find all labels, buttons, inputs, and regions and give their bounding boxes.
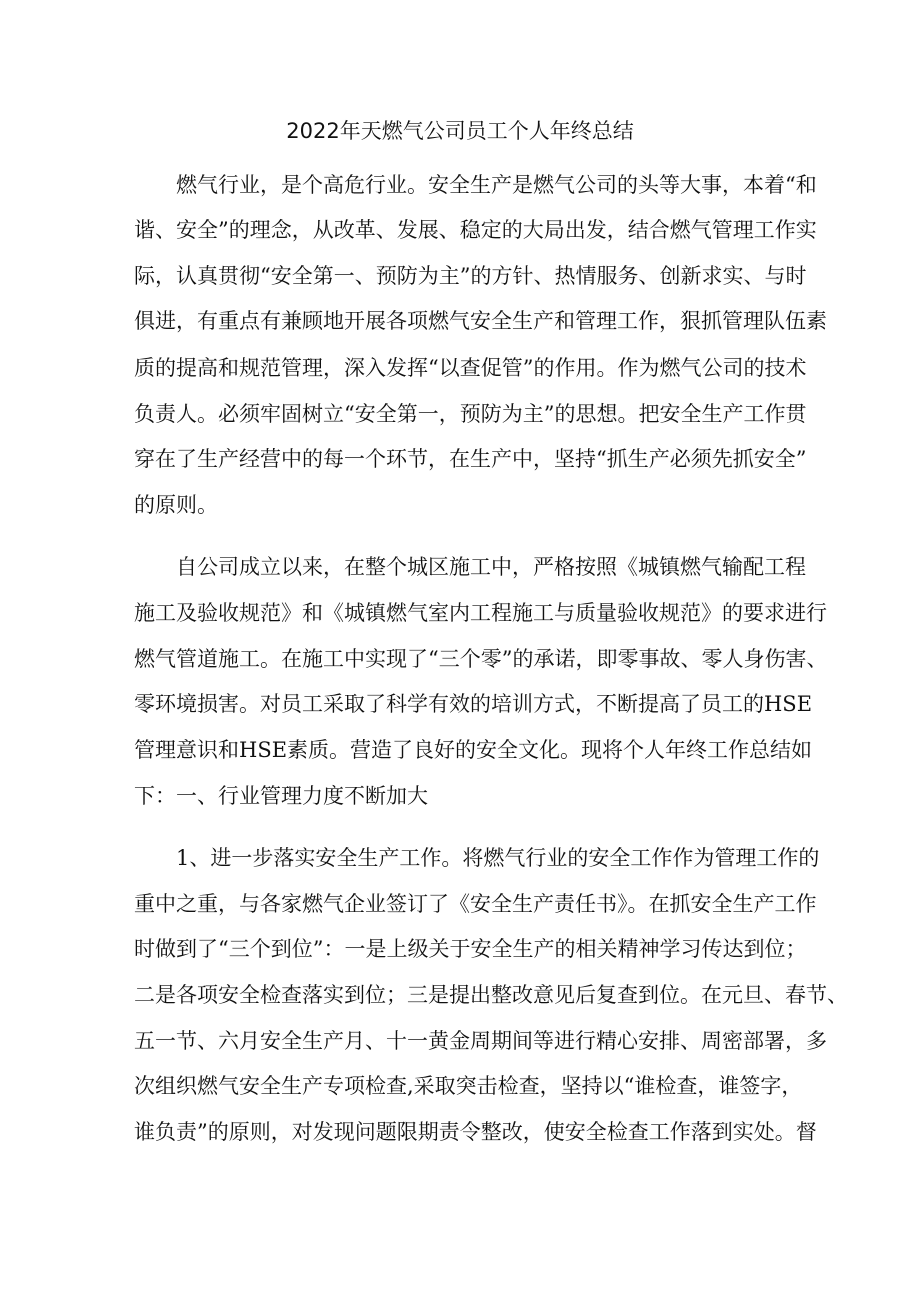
paragraph-1-line-2: 谐、安全”的理念，从改革、发展、稳定的大局出发，结合燃气管理工作实 [134, 218, 817, 242]
section-heading: 一、行业管理力度不断加大 [176, 784, 428, 808]
paragraph-2-line-1: 自公司成立以来，在整个城区施工中，严格按照《城镇燃气输配工程 [176, 555, 806, 579]
paragraph-3-line-1: 1、进一步落实安全生产工作。将燃气行业的安全工作作为管理工作的 [176, 846, 820, 870]
paragraph-2-line-5: 管理意识和HSE素质。营造了良好的安全文化。现将个人年终工作总结如 [134, 738, 813, 762]
paragraph-3-line-7: 谁负责”的原则，对发现问题限期责令整改，使安全检查工作落到实处。督 [134, 1120, 817, 1144]
paragraph-3-line-2: 重中之重，与各家燃气企业签订了《安全生产责任书》。在抓安全生产工作 [134, 892, 817, 916]
document-title: 2022年天燃气公司员工个人年终总结 [286, 119, 634, 143]
paragraph-3-line-3: 时做到了“三个到位”：一是上级关于安全生产的相关精神学习传达到位； [134, 937, 807, 961]
paragraph-1-line-4: 俱进，有重点有兼顾地开展各项燃气安全生产和管理工作，狠抓管理队伍素 [134, 309, 827, 333]
paragraph-1-line-7: 穿在了生产经营中的每一个环节，在生产中，坚持“抓生产必须先抓安全” [134, 447, 807, 471]
paragraph-2-line-2: 施工及验收规范》和《城镇燃气室内工程施工与质量验收规范》的要求进行 [134, 601, 827, 625]
paragraph-3-line-5: 五一节、六月安全生产月、十一黄金周期间等进行精心安排、周密部署，多 [134, 1029, 827, 1053]
paragraph-1-line-1: 燃气行业，是个高危行业。安全生产是燃气公司的头等大事，本着“和 [176, 173, 817, 197]
paragraph-1-line-8: 的原则。 [134, 493, 218, 517]
paragraph-3-line-4: 二是各项安全检查落实到位；三是提出整改意见后复查到位。在元旦、春节、 [134, 983, 848, 1007]
paragraph-3-line-6: 次组织燃气安全生产专项检查,采取突击检查，坚持以“谁检查，谁签字， [134, 1074, 803, 1098]
paragraph-1-line-3: 际，认真贯彻“安全第一、预防为主”的方针、热情服务、创新求实、与时 [134, 264, 807, 288]
paragraph-1-line-6: 负责人。必须牢固树立“安全第一，预防为主”的思想。把安全生产工作贯 [134, 402, 807, 426]
paragraph-2-last-line [134, 779, 794, 813]
paragraph-2-line-3: 燃气管道施工。在施工中实现了“三个零”的承诺，即零事故、零人身伤害、 [134, 647, 828, 671]
paragraph-1-line-5: 质的提高和规范管理，深入发挥“以查促管”的作用。作为燃气公司的技术 [134, 356, 807, 380]
paragraph-2-line-4: 零环境损害。对员工采取了科学有效的培训方式，不断提高了员工的HSE [134, 692, 813, 716]
paragraph-2-line-end: 下： [134, 784, 176, 808]
